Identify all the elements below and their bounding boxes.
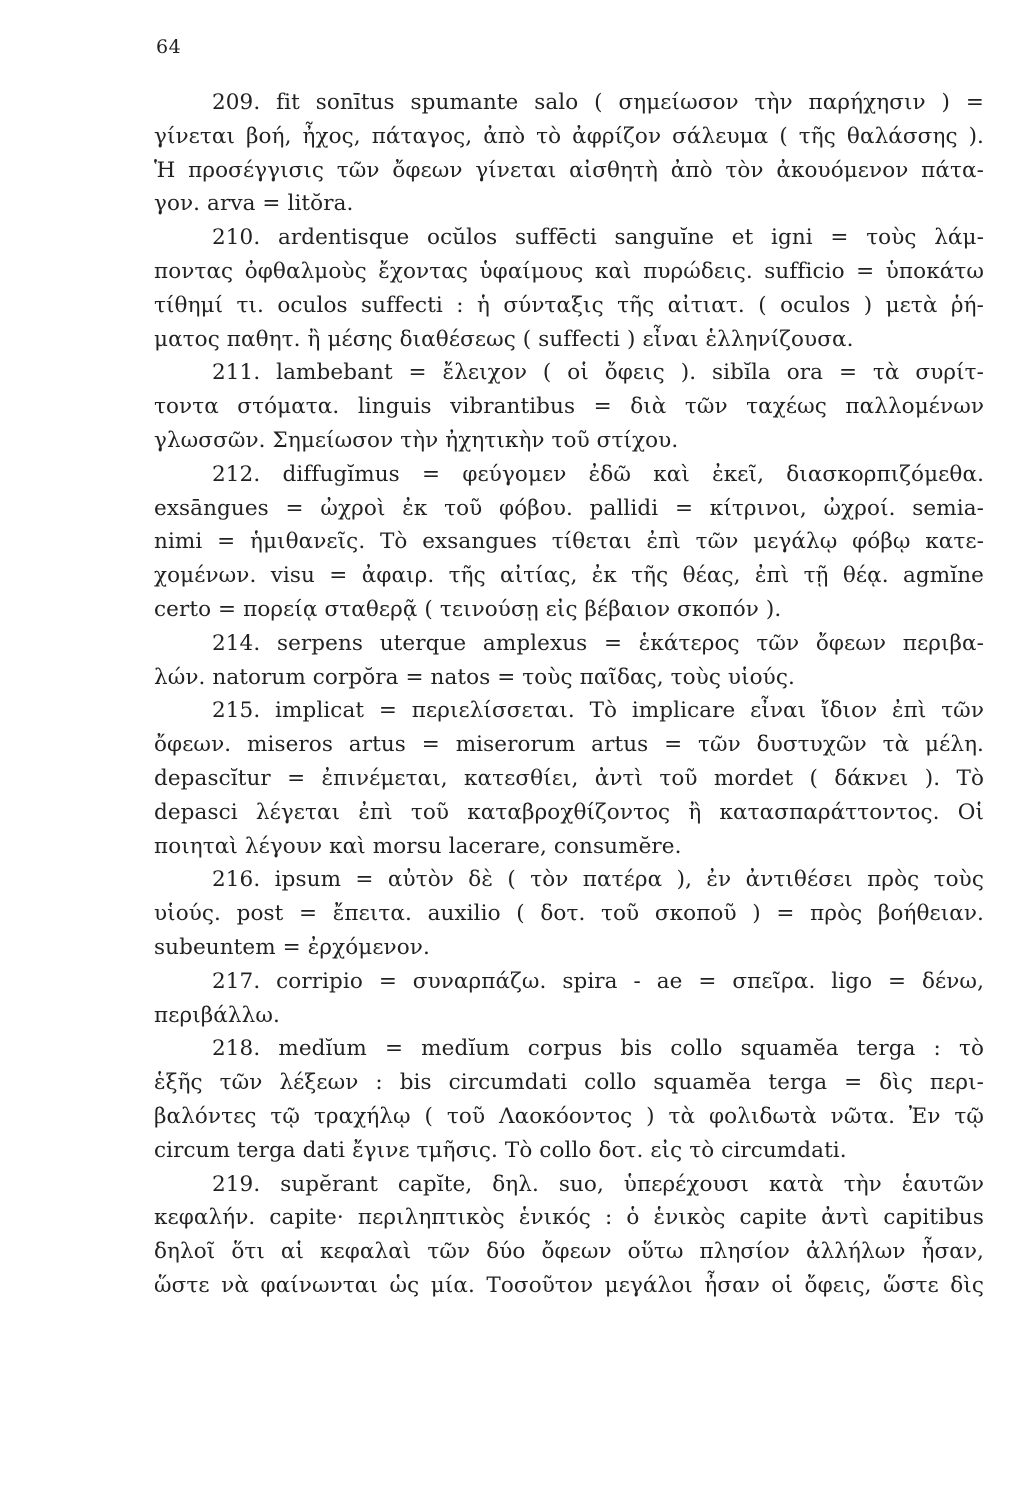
text-line: ἑξῆς τῶν λέξεων : bis circumdati collo squamĕa terga = δὶς περι-	[154, 1070, 984, 1096]
text-line: 219. supĕrant capĭte, δηλ. suo, ὑπερέχουσι κατὰ τὴν ἑαυτῶν	[212, 1171, 984, 1197]
text-line: ὥστε νὰ φαίνωνται ὡς μία. Τοσοῦτον μεγάλοι ἦσαν οἱ ὄφεις, ὥστε δὶς	[154, 1272, 984, 1298]
text-line: 216. ipsum = αὐτὸν δὲ ( τὸν πατέρα ), ἐν ἀντιθέσει πρὸς τοὺς	[212, 867, 984, 893]
text-line: κεφαλήν. capite· περιληπτικὸς ἑνικός : ὁ ἑνικὸς capite ἀντὶ capitibus	[154, 1205, 984, 1231]
text-line: ματος παθητ. ἢ μέσης διαθέσεως ( suffecti ) εἶναι ἑλληνίζουσα.	[154, 326, 854, 352]
text-line: περιβάλλω.	[154, 1002, 280, 1028]
text-line: ποντας ὀφθαλμοὺς ἔχοντας ὑφαίμους καὶ πυρώδεις. sufficio = ὑποκάτω	[154, 258, 984, 284]
text-line: 214. serpens uterque amplexus = ἑκάτερος τῶν ὄφεων περιβα-	[212, 630, 984, 656]
text-line: depasci λέγεται ἐπὶ τοῦ καταβροχθίζοντος ἢ κατασπαράττοντος. Οἱ	[154, 799, 984, 825]
text-line: βαλόντες τῷ τραχήλῳ ( τοῦ Λαοκόοντος ) τὰ φολιδωτὰ νῶτα. Ἐν τῷ	[154, 1103, 984, 1129]
text-line: υἱούς. post = ἔπειτα. auxilio ( δοτ. τοῦ σκοποῦ ) = πρὸς βοήθειαν.	[154, 901, 984, 927]
text-line: subeuntem = ἐρχόμενον.	[154, 934, 430, 960]
commentary-text	[154, 86, 984, 1303]
text-line: ὄφεων. miseros artus = miserorum artus = τῶν δυστυχῶν τὰ μέλη.	[154, 732, 984, 758]
text-line: ποιηταὶ λέγουν καὶ morsu lacerare, consumĕre.	[154, 833, 682, 859]
text-line: γλωσσῶν. Σημείωσον τὴν ἠχητικὴν τοῦ στίχου.	[154, 427, 679, 453]
text-line: 210. ardentisque ocŭlos suffēcti sanguĭne et igni = τοὺς λάμ-	[212, 225, 984, 251]
text-line: 212. diffugĭmus = φεύγομεν ἐδῶ καὶ ἐκεῖ, διασκορπιζόμεθα.	[212, 461, 984, 487]
text-line: δηλοῖ ὅτι αἱ κεφαλαὶ τῶν δύο ὄφεων οὕτω πλησίον ἀλλήλων ἦσαν,	[154, 1239, 984, 1265]
text-line: exsāngues = ὠχροὶ ἐκ τοῦ φόβου. pallidi = κίτρινοι, ὠχροί. semia-	[154, 495, 984, 521]
text-line: γίνεται βοή, ἦχος, πάταγος, ἀπὸ τὸ ἀφρίζον σάλευμα ( τῆς θαλάσσης ).	[154, 123, 984, 149]
page-number: 64	[156, 36, 182, 58]
text-line: τίθημί τι. oculos suffecti : ἡ σύνταξις τῆς αἰτιατ. ( oculos ) μετὰ ῥή-	[154, 292, 984, 318]
text-line: λών. natorum corpŏra = natos = τοὺς παῖδας, τοὺς υἱούς.	[154, 664, 795, 690]
text-line: Ἡ προσέγγισις τῶν ὄφεων γίνεται αἰσθητὴ ἀπὸ τὸν ἀκουόμενον πάτα-	[154, 157, 984, 183]
text-line: 211. lambebant = ἔλειχον ( οἱ ὄφεις ). sibĭla ora = τὰ συρίτ-	[212, 360, 984, 386]
text-line: circum terga dati ἔγινε τμῆσις. Τὸ collo δοτ. εἰς τὸ circumdati.	[154, 1137, 847, 1163]
text-line: τοντα στόματα. linguis vibrantibus = διὰ τῶν ταχέως παλλομένων	[154, 394, 984, 420]
text-line: 209. fit sonītus spumante salo ( σημείωσον τὴν παρήχησιν ) =	[212, 90, 984, 115]
text-line: 215. implicat = περιελίσσεται. Τὸ implicare εἶναι ἴδιον ἐπὶ τῶν	[212, 698, 984, 724]
text-line: γον. arva = litŏra.	[154, 191, 354, 217]
text-line: depascĭtur = ἐπινέμεται, κατεσθίει, ἀντὶ τοῦ mordet ( δάκνει ). Τὸ	[154, 765, 984, 791]
text-line: nimi = ἡμιθανεῖς. Τὸ exsangues τίθεται ἐπὶ τῶν μεγάλῳ φόβῳ κατε-	[154, 529, 984, 555]
text-line: χομένων. visu = ἀφαιρ. τῆς αἰτίας, ἐκ τῆς θέας, ἐπὶ τῇ θέᾳ. agmĭne	[154, 563, 984, 589]
text-line: certo = πορείᾳ σταθερᾷ ( τεινούσῃ εἰς βέβαιον σκοπόν ).	[154, 596, 782, 622]
text-line: 217. corripio = συναρπάζω. spira - ae = σπεῖρα. ligo = δένω,	[212, 968, 984, 994]
text-line: 218. medĭum = medĭum corpus bis collo squamĕa terga : τὸ	[212, 1036, 984, 1062]
